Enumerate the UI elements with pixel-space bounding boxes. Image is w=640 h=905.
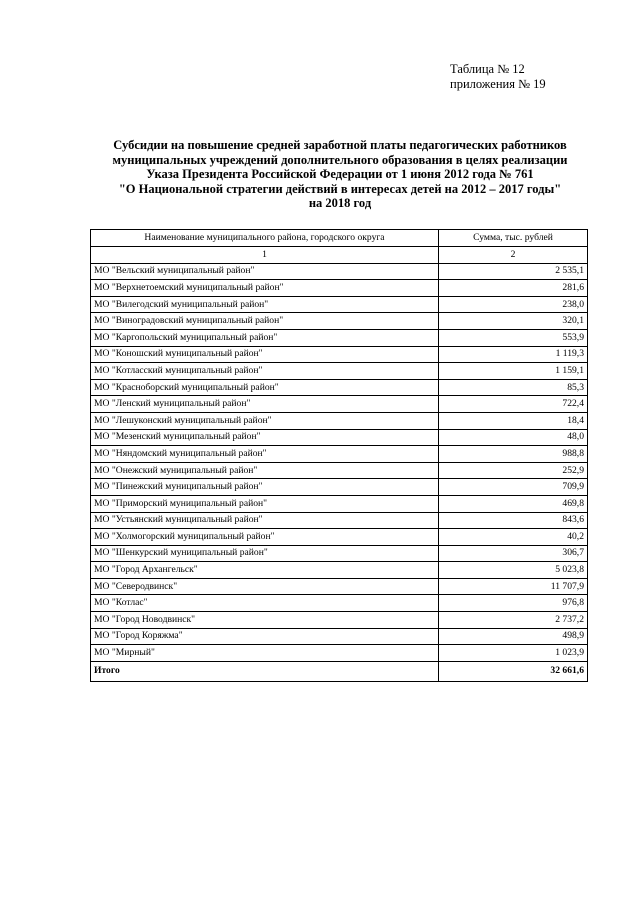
table-row bbox=[91, 379, 588, 396]
municipality-name-cell: МО "Котлас" bbox=[91, 595, 439, 612]
total-row bbox=[91, 661, 588, 681]
amount-cell: 1 023,9 bbox=[439, 645, 588, 662]
municipality-name-cell: МО "Холмогорский муниципальный район" bbox=[91, 529, 439, 546]
document-title bbox=[80, 138, 600, 211]
column-number-2: 2 bbox=[439, 247, 588, 264]
municipality-name-cell: МО "Онежский муниципальный район" bbox=[91, 462, 439, 479]
amount-cell: 238,0 bbox=[439, 296, 588, 313]
municipality-name-cell: МО "Няндомский муниципальный район" bbox=[91, 446, 439, 463]
amount-cell: 469,8 bbox=[439, 495, 588, 512]
municipality-name-cell: МО "Город Коряжма" bbox=[91, 628, 439, 645]
total-amount: 32 661,6 bbox=[439, 661, 588, 681]
municipality-name-cell: МО "Коношский муниципальный район" bbox=[91, 346, 439, 363]
column-number-row bbox=[91, 247, 588, 264]
municipality-name-cell: МО "Верхнетоемский муниципальный район" bbox=[91, 280, 439, 297]
amount-cell: 722,4 bbox=[439, 396, 588, 413]
table-row bbox=[91, 396, 588, 413]
amount-cell: 48,0 bbox=[439, 429, 588, 446]
municipality-name-cell: МО "Каргопольский муниципальный район" bbox=[91, 329, 439, 346]
municipality-name-cell: МО "Виноградовский муниципальный район" bbox=[91, 313, 439, 330]
title-line-5: на 2018 год bbox=[308, 196, 372, 211]
amount-cell: 1 119,3 bbox=[439, 346, 588, 363]
table-reference bbox=[450, 62, 546, 92]
municipality-name-cell: МО "Город Новодвинск" bbox=[91, 612, 439, 629]
municipality-name-cell: МО "Вельский муниципальный район" bbox=[91, 263, 439, 280]
municipality-name-cell: МО "Ленский муниципальный район" bbox=[91, 396, 439, 413]
title-line-3: Указа Президента Российской Федерации от 1 июня 2012 года № 761 bbox=[146, 167, 534, 182]
amount-cell: 976,8 bbox=[439, 595, 588, 612]
table-number: Таблица № 12 bbox=[450, 62, 525, 76]
table-row bbox=[91, 545, 588, 562]
amount-cell: 5 023,8 bbox=[439, 562, 588, 579]
amount-cell: 85,3 bbox=[439, 379, 588, 396]
municipality-name-cell: МО "Шенкурский муниципальный район" bbox=[91, 545, 439, 562]
subsidy-table bbox=[90, 229, 588, 682]
title-line-2: муниципальных учреждений дополнительного образования в целях реализации bbox=[112, 152, 568, 167]
table-row bbox=[91, 512, 588, 529]
municipality-name-cell: МО "Красноборский муниципальный район" bbox=[91, 379, 439, 396]
table-row bbox=[91, 562, 588, 579]
municipality-name-cell: МО "Северодвинск" bbox=[91, 578, 439, 595]
amount-cell: 11 707,9 bbox=[439, 578, 588, 595]
municipality-name-cell: МО "Лешуконский муниципальный район" bbox=[91, 412, 439, 429]
amount-cell: 18,4 bbox=[439, 412, 588, 429]
table-row bbox=[91, 296, 588, 313]
title-line-1: Субсидии на повышение средней заработной платы педагогических работников bbox=[113, 138, 567, 152]
municipality-name-cell: МО "Город Архангельск" bbox=[91, 562, 439, 579]
amount-cell: 320,1 bbox=[439, 313, 588, 330]
table-row bbox=[91, 263, 588, 280]
amount-cell: 2 535,1 bbox=[439, 263, 588, 280]
amount-cell: 843,6 bbox=[439, 512, 588, 529]
table-row bbox=[91, 412, 588, 429]
amount-cell: 988,8 bbox=[439, 446, 588, 463]
table-row bbox=[91, 429, 588, 446]
table-row bbox=[91, 446, 588, 463]
column-number-1: 1 bbox=[91, 247, 439, 264]
table-row bbox=[91, 363, 588, 380]
amount-cell: 709,9 bbox=[439, 479, 588, 496]
amount-cell: 40,2 bbox=[439, 529, 588, 546]
total-label: Итого bbox=[91, 661, 439, 681]
table-row bbox=[91, 529, 588, 546]
table-row bbox=[91, 645, 588, 662]
table-row bbox=[91, 479, 588, 496]
amount-cell: 281,6 bbox=[439, 280, 588, 297]
table-row bbox=[91, 329, 588, 346]
municipality-name-cell: МО "Вилегодский муниципальный район" bbox=[91, 296, 439, 313]
municipality-name-cell: МО "Мезенский муниципальный район" bbox=[91, 429, 439, 446]
amount-cell: 252,9 bbox=[439, 462, 588, 479]
municipality-name-cell: МО "Мирный" bbox=[91, 645, 439, 662]
header-name-column: Наименование муниципального района, городского округа bbox=[91, 230, 439, 247]
table-header-row bbox=[91, 230, 588, 247]
table-row bbox=[91, 578, 588, 595]
table-row bbox=[91, 280, 588, 297]
table-row bbox=[91, 462, 588, 479]
municipality-name-cell: МО "Приморский муниципальный район" bbox=[91, 495, 439, 512]
amount-cell: 553,9 bbox=[439, 329, 588, 346]
table-row bbox=[91, 346, 588, 363]
table-row bbox=[91, 495, 588, 512]
municipality-name-cell: МО "Устьянский муниципальный район" bbox=[91, 512, 439, 529]
amount-cell: 306,7 bbox=[439, 545, 588, 562]
amount-cell: 498,9 bbox=[439, 628, 588, 645]
municipality-name-cell: МО "Пинежский муниципальный район" bbox=[91, 479, 439, 496]
table-row bbox=[91, 628, 588, 645]
table-row bbox=[91, 612, 588, 629]
table-row bbox=[91, 595, 588, 612]
title-line-4: "О Национальной стратегии действий в интересах детей на 2012 – 2017 годы" bbox=[118, 181, 562, 196]
amount-cell: 2 737,2 bbox=[439, 612, 588, 629]
header-amount-column: Сумма, тыс. рублей bbox=[439, 230, 588, 247]
appendix-number: приложения № 19 bbox=[450, 77, 546, 91]
municipality-name-cell: МО "Котласский муниципальный район" bbox=[91, 363, 439, 380]
amount-cell: 1 159,1 bbox=[439, 363, 588, 380]
table-row bbox=[91, 313, 588, 330]
